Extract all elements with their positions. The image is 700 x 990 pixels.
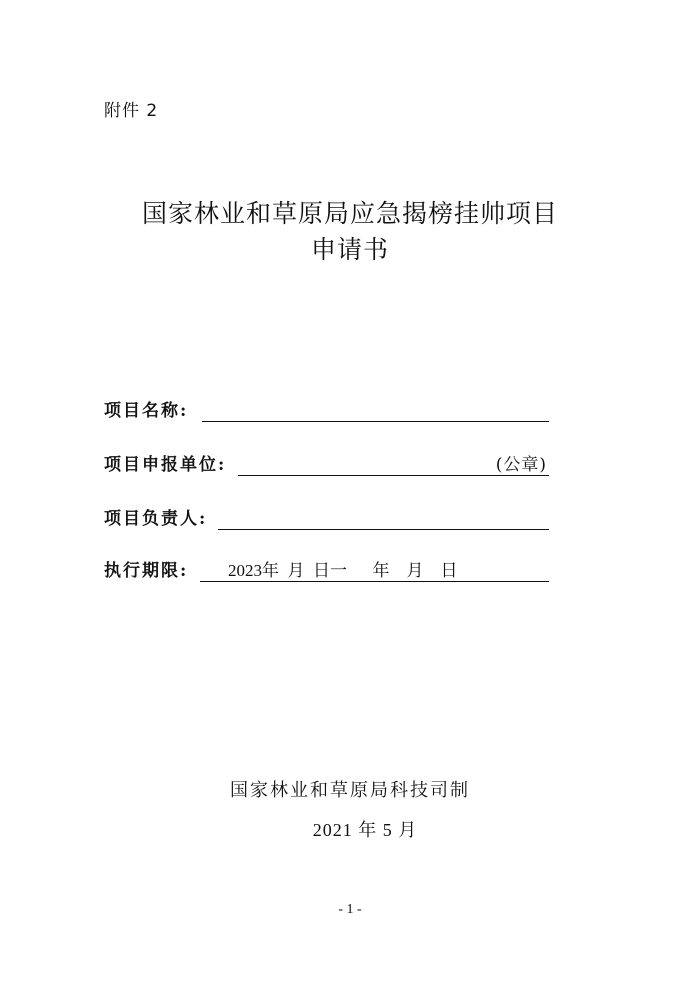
document-title-line-1: 国家林业和草原局应急揭榜挂帅项目 (141, 199, 558, 228)
issue-date: 2021 年 5 月 (312, 820, 418, 840)
page-number: - 1 - (338, 902, 362, 917)
project-leader-label: 项目负责人: (104, 509, 208, 529)
project-leader-underline (218, 529, 549, 530)
project-name-field (104, 398, 549, 424)
attachment-label: 附件 2 (104, 101, 159, 121)
execution-period-underline (200, 581, 549, 582)
document-title-line-2: 申请书 (310, 235, 389, 264)
execution-period-field (104, 558, 549, 584)
execution-period-label: 执行期限: (104, 561, 189, 581)
project-name-label: 项目名称: (104, 401, 189, 421)
execution-period-value: 2023年 月 日一 年 月 日 (228, 561, 458, 580)
project-name-underline (202, 421, 549, 422)
official-seal-note: (公章) (495, 455, 547, 475)
project-unit-underline (238, 475, 549, 476)
project-unit-field (104, 452, 549, 478)
project-unit-label: 项目申报单位: (104, 455, 227, 475)
project-leader-field (104, 506, 549, 532)
issuing-organization: 国家林业和草原局科技司制 (230, 780, 470, 801)
